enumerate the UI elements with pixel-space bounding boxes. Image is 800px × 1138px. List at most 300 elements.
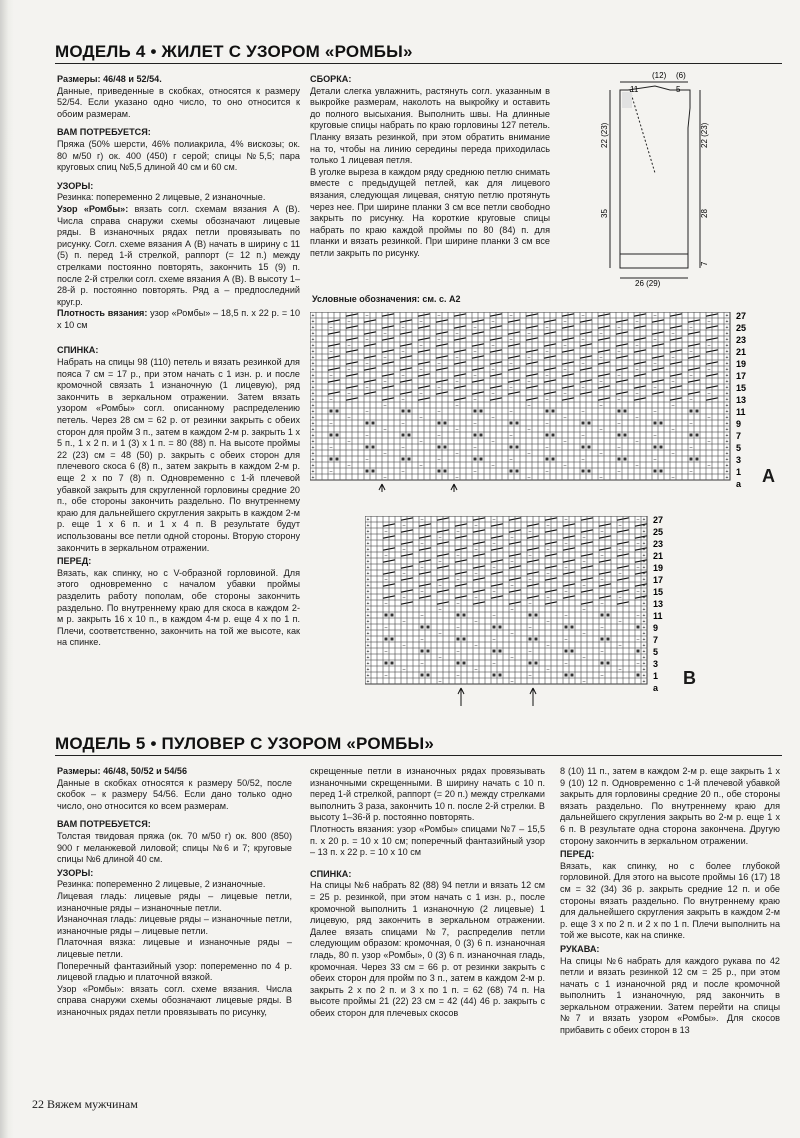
chart-b-edge-symbol: + bbox=[366, 517, 370, 523]
model5-column-2 bbox=[310, 766, 545, 1019]
chart-b-dash-symbol: – bbox=[456, 625, 460, 631]
chart-b-dash-symbol: – bbox=[582, 607, 586, 613]
schematic-top-6: (6) bbox=[676, 71, 686, 80]
chart-a-dash-symbol: – bbox=[329, 469, 333, 475]
chart-b-dash-symbol: – bbox=[474, 523, 478, 529]
chart-a-purl-symbol bbox=[582, 470, 585, 473]
chart-b-dash-symbol: – bbox=[600, 601, 604, 607]
chart-a-edge-symbol: + bbox=[311, 361, 315, 367]
model4-sizes-text: Данные, приведенные в скобках, относятся к размеру 52/54. Если указано одно число, то оно относится к обоим размерам. bbox=[57, 85, 300, 119]
model4-density bbox=[57, 308, 300, 331]
model4-assembly-text2: В уголке выреза в каждом ряду среднюю петлю снимать вместе с предыдущей петлей, как для лицевого вязания, следующая лицевая, снятую петлю протянуть через нее. При ширине планки 3 см все петли свободно закрыть по рисунку. На короткие круговые спицы набрать по краю каждой проймы по 80 (84) п. для планки и вязать резинкой. При ширине планки 3 см все петли закрыть по рисунку. bbox=[310, 166, 550, 258]
chart-a-dash-symbol: – bbox=[491, 463, 495, 469]
chart-b-dash-symbol: – bbox=[600, 649, 604, 655]
chart-a-edge-symbol: + bbox=[725, 475, 729, 481]
chart-b-dash-symbol: – bbox=[600, 577, 604, 583]
chart-a-dash-symbol: – bbox=[383, 379, 387, 385]
model4-density-text: узор «Ромбы» – 18,5 п. х 22 р. = 10 х 10 см bbox=[57, 308, 300, 330]
chart-a-purl-symbol bbox=[510, 470, 513, 473]
chart-a-dash-symbol: – bbox=[581, 385, 585, 391]
chart-a-dash-symbol: – bbox=[491, 439, 495, 445]
chart-a-dash-symbol: – bbox=[347, 463, 351, 469]
chart-a-dash-symbol: – bbox=[473, 421, 477, 427]
chart-a-edge-symbol: + bbox=[311, 349, 315, 355]
chart-b-dash-symbol: – bbox=[492, 637, 496, 643]
chart-a-purl-symbol bbox=[624, 410, 627, 413]
chart-a-purl-symbol bbox=[408, 434, 411, 437]
chart-a-edge-symbol: + bbox=[311, 337, 315, 343]
chart-a-edge-symbol: + bbox=[725, 313, 729, 319]
page-spine-shadow bbox=[0, 0, 14, 1138]
chart-a-dash-symbol: – bbox=[671, 475, 675, 481]
chart-a-dash-symbol: – bbox=[599, 355, 603, 361]
chart-a-dash-symbol: – bbox=[437, 409, 441, 415]
chart-b-edge-symbol: + bbox=[366, 535, 370, 541]
chart-b-purl-symbol bbox=[493, 626, 496, 629]
chart-b-dash-symbol: – bbox=[456, 673, 460, 679]
chart-b-dash-symbol: – bbox=[564, 589, 568, 595]
chart-a-dash-symbol: – bbox=[707, 367, 711, 373]
chart-b-purl-symbol bbox=[385, 662, 388, 665]
chart-b-row-label: 17 bbox=[653, 575, 664, 585]
chart-a-edge-symbol: + bbox=[725, 415, 729, 421]
chart-b-purl-symbol bbox=[571, 650, 574, 653]
chart-a-dash-symbol: – bbox=[401, 325, 405, 331]
chart-b-edge-symbol: + bbox=[642, 619, 646, 625]
chart-a-edge-symbol: + bbox=[311, 469, 315, 475]
chart-b-edge-symbol: + bbox=[642, 577, 646, 583]
chart-a-edge-symbol: + bbox=[311, 373, 315, 379]
chart-b-dash-symbol: – bbox=[420, 661, 424, 667]
chart-a-purl-symbol bbox=[336, 410, 339, 413]
chart-b-dash-symbol: – bbox=[636, 589, 640, 595]
model5-column-1 bbox=[57, 766, 292, 1018]
model5-sleeves-title: РУКАВА: bbox=[560, 943, 600, 954]
chart-a-dash-symbol: – bbox=[365, 385, 369, 391]
chart-a-dash-symbol: – bbox=[455, 427, 459, 433]
chart-a-dash-symbol: – bbox=[491, 319, 495, 325]
chart-b-arrow bbox=[458, 688, 464, 706]
chart-a-dash-symbol: – bbox=[599, 475, 603, 481]
chart-b-dash-symbol: – bbox=[402, 523, 406, 529]
chart-b-purl-symbol bbox=[529, 614, 532, 617]
chart-a-row-label: 23 bbox=[736, 335, 747, 345]
chart-b-dash-symbol: – bbox=[402, 547, 406, 553]
model4-rib: Резинка: попеременно 2 лицевые, 2 изнаночные. bbox=[57, 192, 266, 203]
chart-b-dash-symbol: – bbox=[636, 565, 640, 571]
chart-b-dash-symbol: – bbox=[582, 583, 586, 589]
chart-a-purl-symbol bbox=[444, 422, 447, 425]
chart-b-dash-symbol: – bbox=[492, 589, 496, 595]
chart-b-edge-symbol: + bbox=[366, 643, 370, 649]
chart-a-arrow bbox=[379, 484, 385, 492]
chart-a-purl-symbol bbox=[660, 446, 663, 449]
chart-b-arrow bbox=[530, 688, 536, 706]
chart-a-dash-symbol: – bbox=[419, 319, 423, 325]
chart-a-edge-symbol: + bbox=[311, 433, 315, 439]
schematic-shoulder-fill bbox=[622, 92, 632, 108]
chart-b-dash-symbol: – bbox=[402, 643, 406, 649]
model4-column-1 bbox=[57, 74, 300, 649]
model4-back-text: Набрать на спицы 98 (110) петель и вязать резинкой для пояса 7 см = 17 р., при этом начать с 1 изн. р. и после кромочной связать 1 изнаночную (1 лицевую), ряд закончить в зеркальном отражении. Затем вязать узором «Ромбы» согл. описанному распределению петель. Через 28 см = 62 р. от резинки закрыть с обеих сторон для пройм 3 п., затем в каждом 2-м р. закрыть 1 х 5 п., 1 х 2 п. и 1 (3) х 1 п. = 80 (88) п. На высоте проймы 22 (23) см = 48 (50) р. закрыть с обеих сторон для плечевого скоса 6 (8) п., затем закрыть в каждом 2-м р. еще 2 х по 7 (8) п. Одновременно с 1-й плечевой убавкой закрыть для скругленной горловины средние 20 п., обе стороны закончить раздельно. По внутреннему краю для дальнейшего скругления закрыть в каждом 2-м р. еще 1 х 6 п. и 1 х 4 п. В результате будут использованы все петли одной стороны. Вторую сторону закончить в зеркальном отражении. bbox=[57, 357, 300, 553]
chart-a-purl-symbol bbox=[546, 458, 549, 461]
model4-front-title: ПЕРЕД: bbox=[57, 556, 92, 567]
chart-a-edge-symbol: + bbox=[311, 427, 315, 433]
chart-a-purl-symbol bbox=[402, 410, 405, 413]
chart-a-dash-symbol: – bbox=[689, 445, 693, 451]
chart-b-purl-symbol bbox=[607, 662, 610, 665]
chart-a-dash-symbol: – bbox=[581, 433, 585, 439]
chart-b-edge-symbol: + bbox=[366, 625, 370, 631]
chart-a-purl-symbol bbox=[402, 434, 405, 437]
chart-b-dash-symbol: – bbox=[510, 679, 514, 685]
chart-b-dash-symbol: – bbox=[438, 679, 442, 685]
chart-a-edge-symbol: + bbox=[725, 421, 729, 427]
chart-b-edge-symbol: + bbox=[642, 625, 646, 631]
chart-b-dash-symbol: – bbox=[420, 565, 424, 571]
chart-a-dash-symbol: – bbox=[689, 469, 693, 475]
chart-b-dash-symbol: – bbox=[456, 577, 460, 583]
chart-a-dash-symbol: – bbox=[707, 463, 711, 469]
chart-a-dash-symbol: – bbox=[617, 469, 621, 475]
chart-b-purl-symbol bbox=[601, 638, 604, 641]
chart-a-dash-symbol: – bbox=[401, 469, 405, 475]
chart-a-dash-symbol: – bbox=[329, 349, 333, 355]
chart-a-purl-symbol bbox=[510, 446, 513, 449]
chart-a-dash-symbol: – bbox=[329, 373, 333, 379]
chart-a-dash-symbol: – bbox=[617, 349, 621, 355]
schematic-top-5: 5 bbox=[676, 85, 681, 94]
chart-a-dash-symbol: – bbox=[347, 343, 351, 349]
chart-b-purl-symbol bbox=[607, 638, 610, 641]
chart-a-dash-symbol: – bbox=[491, 343, 495, 349]
chart-b-dash-symbol: – bbox=[582, 535, 586, 541]
chart-a-edge-symbol: + bbox=[725, 391, 729, 397]
chart-b-purl-symbol bbox=[391, 614, 394, 617]
chart-b-dash-symbol: – bbox=[600, 529, 604, 535]
chart-a-dash-symbol: – bbox=[563, 415, 567, 421]
chart-b-dash-symbol: – bbox=[456, 601, 460, 607]
chart-b-purl-symbol bbox=[463, 638, 466, 641]
chart-b-edge-symbol: + bbox=[642, 649, 646, 655]
chart-a-dash-symbol: – bbox=[653, 337, 657, 343]
chart-b-dash-symbol: – bbox=[384, 601, 388, 607]
chart-b-purl-symbol bbox=[493, 674, 496, 677]
chart-a-dash-symbol: – bbox=[527, 331, 531, 337]
chart-b-purl-symbol bbox=[463, 662, 466, 665]
schematic-35: 35 bbox=[600, 209, 609, 218]
model5-rhombus: Узор «Ромбы»: вязать согл. схеме вязания. Числа справа снаружи схемы обозначают лицевые ряды. В изнаночных рядах петли провязывать по рисунку, bbox=[57, 983, 292, 1017]
chart-b-purl-symbol bbox=[637, 674, 640, 677]
chart-b-edge-symbol: + bbox=[642, 655, 646, 661]
chart-b-row-label: 11 bbox=[653, 611, 663, 621]
chart-b-dash-symbol: – bbox=[402, 571, 406, 577]
chart-a-edge-symbol: + bbox=[725, 379, 729, 385]
chart-a-purl-symbol bbox=[552, 410, 555, 413]
chart-b-dash-symbol: – bbox=[546, 595, 550, 601]
model5-front-text: Вязать, как спинку, но с более глубокой горловиной. Для этого на высоте проймы 16 (17) 18 см = 32 (34) 36 р. закрыть средние 12 п. и обе стороны вязать раздельно. По внутреннему краю для дальнейшего скругления закрыть в каждом 2-м р. еще 3 х по 2 п. и 2 х по 1 п. Плечи выполнить на той же высоте, как на спинке. bbox=[560, 860, 780, 941]
chart-a-dash-symbol: – bbox=[563, 391, 567, 397]
chart-b-edge-symbol: + bbox=[642, 673, 646, 679]
chart-a-purl-symbol bbox=[654, 470, 657, 473]
chart-a-arrow bbox=[451, 484, 457, 492]
chart-a-dash-symbol: – bbox=[653, 385, 657, 391]
chart-a-purl-symbol bbox=[696, 458, 699, 461]
chart-a-purl-symbol bbox=[654, 422, 657, 425]
chart-a-purl-symbol bbox=[480, 434, 483, 437]
chart-b-row-label: 15 bbox=[653, 587, 664, 597]
chart-b-purl-symbol bbox=[571, 626, 574, 629]
chart-b-edge-symbol: + bbox=[366, 553, 370, 559]
chart-a-purl-symbol bbox=[660, 422, 663, 425]
model4-front-text: Вязать, как спинку, но с V-образной горловиной. Для этого одновременно с началом убавки проймы разделить работу пополам, обе стороны закончить раздельно. По внутреннему краю для скоса в каждом 2-м р. закрыть 16 х 10 п., в каждом 4-м р. еще 4 х по 1 п. Плечи, соответственно, закончить на той же высоте, как на спинке. bbox=[57, 567, 300, 648]
chart-a-dash-symbol: – bbox=[419, 391, 423, 397]
chart-a-dash-symbol: – bbox=[473, 325, 477, 331]
chart-a-purl-symbol bbox=[330, 434, 333, 437]
chart-a-purl-symbol bbox=[546, 434, 549, 437]
chart-b-purl-symbol bbox=[535, 614, 538, 617]
chart-a-edge-symbol: + bbox=[725, 355, 729, 361]
model5-combined: Поперечный фантазийный узор: попеременно по 4 р. лицевой гладью и платочной вязкой. bbox=[57, 960, 292, 983]
chart-b-dash-symbol: – bbox=[528, 625, 532, 631]
chart-a-dash-symbol: – bbox=[347, 367, 351, 373]
chart-b-purl-symbol bbox=[493, 650, 496, 653]
chart-b-edge-symbol: + bbox=[642, 631, 646, 637]
chart-b-purl-symbol bbox=[457, 662, 460, 665]
chart-b-dash-symbol: – bbox=[420, 517, 424, 523]
chart-b-dash-symbol: – bbox=[438, 535, 442, 541]
chart-b-edge-symbol: + bbox=[642, 613, 646, 619]
chart-b-edge-symbol: + bbox=[642, 517, 646, 523]
chart-a-edge-symbol: + bbox=[311, 445, 315, 451]
chart-a-dash-symbol: – bbox=[473, 445, 477, 451]
chart-b-row-label: 1 bbox=[653, 671, 659, 681]
chart-a-purl-symbol bbox=[336, 434, 339, 437]
chart-b-dash-symbol: – bbox=[456, 529, 460, 535]
chart-b-purl-symbol bbox=[457, 614, 460, 617]
chart-a-dash-symbol: – bbox=[635, 439, 639, 445]
chart-a-purl-symbol bbox=[660, 470, 663, 473]
chart-b-dash-symbol: – bbox=[564, 517, 568, 523]
chart-a-dash-symbol: – bbox=[473, 349, 477, 355]
chart-a-dash-symbol: – bbox=[545, 421, 549, 427]
chart-b-purl-symbol bbox=[571, 674, 574, 677]
chart-a-purl-symbol bbox=[438, 446, 441, 449]
chart-b-edge-symbol: + bbox=[366, 523, 370, 529]
chart-b-dash-symbol: – bbox=[492, 613, 496, 619]
model5-garter: Платочная вязка: лицевые и изнаночные ряды – лицевые петли. bbox=[57, 937, 292, 959]
chart-b-purl-symbol bbox=[535, 662, 538, 665]
chart-a-dash-symbol: – bbox=[617, 397, 621, 403]
model5-col2-a: скрещенные петли в изнаночных рядах провязывать изнаночными скрещенными. В ширину начать с 10 п. перед 1-й стрелкой, раппорт (= 20 п.) между стрелками выполнить 3 раза, закончить 10 п. после 2-й стрелки. В высоту 1–36-й р. постоянно повторять. bbox=[310, 766, 545, 823]
chart-b-purl-symbol bbox=[421, 650, 424, 653]
chart-b-dash-symbol: – bbox=[564, 661, 568, 667]
chart-a-dash-symbol: – bbox=[707, 343, 711, 349]
chart-a-dash-symbol: – bbox=[635, 391, 639, 397]
chart-a-purl-symbol bbox=[474, 458, 477, 461]
chart-a-dash-symbol: – bbox=[365, 361, 369, 367]
chart-b-dash-symbol: – bbox=[384, 553, 388, 559]
chart-a-purl-symbol bbox=[618, 434, 621, 437]
model5-title: МОДЕЛЬ 5 • ПУЛОВЕР С УЗОРОМ «РОМБЫ» bbox=[55, 734, 435, 753]
chart-a-dash-symbol: – bbox=[509, 409, 513, 415]
chart-b-dash-symbol: – bbox=[636, 661, 640, 667]
chart-b-edge-symbol: + bbox=[366, 631, 370, 637]
chart-a-dash-symbol: – bbox=[401, 421, 405, 427]
chart-b-purl-symbol bbox=[457, 638, 460, 641]
chart-a-purl-symbol bbox=[480, 458, 483, 461]
chart-a-dash-symbol: – bbox=[365, 433, 369, 439]
chart-a-dash-symbol: – bbox=[635, 415, 639, 421]
chart-a-row-label: 9 bbox=[736, 419, 742, 429]
chart-b-dash-symbol: – bbox=[636, 541, 640, 547]
chart-a-purl-symbol bbox=[402, 458, 405, 461]
chart-b-dash-symbol: – bbox=[474, 595, 478, 601]
chart-b-dash-symbol: – bbox=[474, 619, 478, 625]
chart-a-dash-symbol: – bbox=[707, 439, 711, 445]
chart-b-edge-symbol: + bbox=[642, 589, 646, 595]
chart-a-dash-symbol: – bbox=[707, 319, 711, 325]
chart-a-row-label: а bbox=[736, 479, 742, 489]
chart-a-dash-symbol: – bbox=[473, 469, 477, 475]
chart-a-dash-symbol: – bbox=[383, 355, 387, 361]
chart-b-dash-symbol: – bbox=[456, 649, 460, 655]
chart-b-edge-symbol: + bbox=[366, 541, 370, 547]
chart-a-dash-symbol: – bbox=[347, 391, 351, 397]
chart-a-dash-symbol: – bbox=[419, 463, 423, 469]
chart-a-dash-symbol: – bbox=[617, 325, 621, 331]
model5-sizes-text: Данные в скобках относятся к размеру 50/52, после скобок – к размеру 54/56. Если дано только одно число, оно относится ко всем размерам. bbox=[57, 777, 292, 811]
magazine-name: Вяжем мужчинам bbox=[47, 1097, 138, 1111]
model5-need-title: ВАМ ПОТРЕБУЕТСЯ: bbox=[57, 819, 151, 830]
chart-a-dash-symbol: – bbox=[527, 451, 531, 457]
chart-a-dash-symbol: – bbox=[509, 337, 513, 343]
chart-a-dash-symbol: – bbox=[437, 313, 441, 319]
model5-back-title: СПИНКА: bbox=[310, 868, 352, 879]
chart-b-dash-symbol: – bbox=[420, 541, 424, 547]
chart-a-purl-symbol bbox=[474, 410, 477, 413]
chart-a-dash-symbol: – bbox=[473, 397, 477, 403]
chart-b-dash-symbol: – bbox=[528, 529, 532, 535]
chart-a-purl-symbol bbox=[582, 422, 585, 425]
chart-a-dash-symbol: – bbox=[689, 325, 693, 331]
chart-a-row-label: 3 bbox=[736, 455, 742, 465]
chart-a-dash-symbol: – bbox=[365, 337, 369, 343]
chart-b-purl-symbol bbox=[637, 650, 640, 653]
chart-a-edge-symbol: + bbox=[311, 415, 315, 421]
chart-a-edge-symbol: + bbox=[311, 319, 315, 325]
chart-a-purl-symbol bbox=[372, 470, 375, 473]
chart-b-dash-symbol: – bbox=[636, 613, 640, 619]
chart-a-edge-symbol: + bbox=[725, 409, 729, 415]
chart-b-purl-symbol bbox=[499, 674, 502, 677]
chart-b-dash-symbol: – bbox=[564, 565, 568, 571]
chart-b-dash-symbol: – bbox=[384, 577, 388, 583]
chart-a-edge-symbol: + bbox=[725, 337, 729, 343]
chart-b-row-label: 19 bbox=[653, 563, 664, 573]
chart-a-purl-symbol bbox=[444, 470, 447, 473]
chart-a-dash-symbol: – bbox=[455, 379, 459, 385]
chart-a-dash-symbol: – bbox=[581, 409, 585, 415]
chart-b-dash-symbol: – bbox=[510, 655, 514, 661]
chart-a-purl-symbol bbox=[330, 458, 333, 461]
chart-a-edge-symbol: + bbox=[311, 463, 315, 469]
chart-a-dash-symbol: – bbox=[365, 313, 369, 319]
model4-sizes: Размеры: 46/48 и 52/54. bbox=[57, 74, 162, 84]
chart-a-purl-symbol bbox=[366, 446, 369, 449]
chart-a-edge-symbol: + bbox=[311, 379, 315, 385]
chart-a-dash-symbol: – bbox=[455, 475, 459, 481]
chart-a-edge-symbol: + bbox=[311, 457, 315, 463]
chart-b-dash-symbol: – bbox=[420, 613, 424, 619]
chart-a-grid bbox=[310, 312, 730, 481]
chart-b-edge-symbol: + bbox=[366, 583, 370, 589]
chart-a-edge-symbol: + bbox=[725, 343, 729, 349]
chart-a-purl-symbol bbox=[690, 410, 693, 413]
chart-a-dash-symbol: – bbox=[509, 433, 513, 439]
chart-a-edge-symbol: + bbox=[725, 397, 729, 403]
chart-b-dash-symbol: – bbox=[582, 679, 586, 685]
chart-b-dash-symbol: – bbox=[618, 619, 622, 625]
chart-a-purl-symbol bbox=[330, 410, 333, 413]
chart-a-dash-symbol: – bbox=[545, 469, 549, 475]
chart-b-edge-symbol: + bbox=[642, 607, 646, 613]
chart-a-purl-symbol bbox=[588, 422, 591, 425]
chart-a-purl-symbol bbox=[588, 470, 591, 473]
model4-patterns-title: УЗОРЫ: bbox=[57, 180, 94, 191]
chart-a-edge-symbol: + bbox=[725, 457, 729, 463]
chart-b-edge-symbol: + bbox=[366, 601, 370, 607]
chart-a-dash-symbol: – bbox=[365, 409, 369, 415]
chart-b-row-label: 5 bbox=[653, 647, 659, 657]
chart-a-dash-symbol: – bbox=[599, 379, 603, 385]
chart-a-dash-symbol: – bbox=[671, 451, 675, 457]
chart-a-dash-symbol: – bbox=[545, 445, 549, 451]
model5-rib: Резинка: попеременно 2 лицевые, 2 изнаночные. bbox=[57, 879, 266, 890]
chart-a-dash-symbol: – bbox=[437, 385, 441, 391]
chart-b-dash-symbol: – bbox=[438, 655, 442, 661]
chart-b-edge-symbol: + bbox=[642, 661, 646, 667]
chart-a-dash-symbol: – bbox=[563, 367, 567, 373]
chart-b-dash-symbol: – bbox=[402, 667, 406, 673]
chart-a-purl-symbol bbox=[372, 422, 375, 425]
chart-a-row-label: 13 bbox=[736, 395, 747, 405]
chart-b-purl-symbol bbox=[601, 662, 604, 665]
chart-b-dash-symbol: – bbox=[510, 631, 514, 637]
chart-a-dash-symbol: – bbox=[545, 325, 549, 331]
chart-a-edge-symbol: + bbox=[311, 325, 315, 331]
chart-a-row-label: 21 bbox=[736, 347, 747, 357]
chart-b-dash-symbol: – bbox=[528, 649, 532, 655]
chart-a-row-label: 11 bbox=[736, 407, 746, 417]
chart-b-grid bbox=[365, 516, 647, 685]
chart-b-edge-symbol: + bbox=[642, 583, 646, 589]
chart-a-dash-symbol: – bbox=[455, 355, 459, 361]
chart-b-dash-symbol: – bbox=[420, 589, 424, 595]
model5-rule bbox=[55, 755, 782, 756]
chart-a-purl-symbol bbox=[366, 470, 369, 473]
chart-a-purl-symbol bbox=[516, 470, 519, 473]
chart-a-row-label: 1 bbox=[736, 467, 742, 477]
chart-a-purl-symbol bbox=[690, 458, 693, 461]
chart-b-purl-symbol bbox=[535, 638, 538, 641]
chart-b-dash-symbol: – bbox=[474, 643, 478, 649]
chart-b-dash-symbol: – bbox=[582, 655, 586, 661]
chart-a-row-label: 25 bbox=[736, 323, 747, 333]
chart-b-edge-symbol: + bbox=[366, 649, 370, 655]
chart-b-edge-symbol: + bbox=[366, 637, 370, 643]
chart-a-dash-symbol: – bbox=[527, 355, 531, 361]
